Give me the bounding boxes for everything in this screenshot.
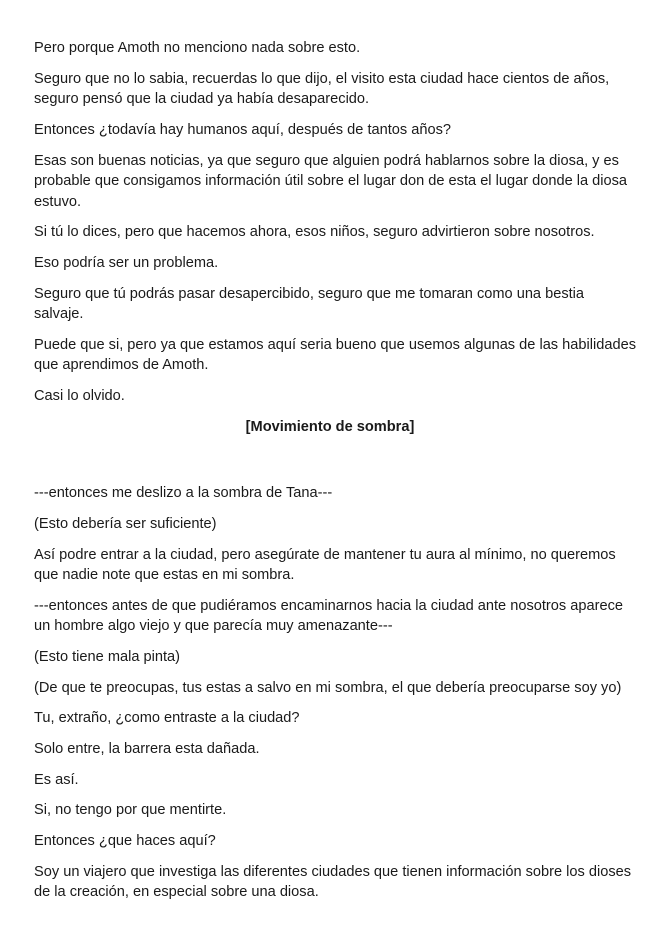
section-heading: [Movimiento de sombra] — [245, 418, 415, 435]
paragraph: Solo entre, la barrera esta dañada. — [34, 741, 260, 757]
paragraph: Eso podría ser un problema. — [34, 254, 219, 271]
paragraph: Tu, extraño, ¿como entraste a la ciudad? — [34, 710, 300, 727]
paragraph: Soy un viajero que investiga las diferentes ciudades que tienen información sobre los dioses de la creación, en especial sobre una diosa. — [34, 863, 632, 901]
paragraph: (Esto debería ser suficiente) — [34, 515, 217, 532]
paragraph: Si tú lo dices, pero que hacemos ahora, esos niños, seguro advirtieron sobre nosotros. — [34, 224, 595, 241]
paragraph: Seguro que no lo sabia, recuerdas lo que dijo, el visito esta ciudad hace cientos de años, seguro pensó que la ciudad ya había desaparecido. — [34, 70, 610, 108]
paragraph: Pero porque Amoth no menciono nada sobre esto. — [34, 40, 361, 56]
paragraph: Puede que si, pero ya que estamos aquí seria bueno que usemos algunas de las habilidades que aprendimos de Amoth. — [34, 336, 636, 374]
paragraph: Entonces ¿todavía hay humanos aquí, después de tantos años? — [34, 121, 452, 138]
paragraph: ---entonces me deslizo a la sombra de Tana--- — [34, 485, 333, 502]
document-body — [34, 38, 636, 913]
paragraph: Seguro que tú podrás pasar desapercibido, seguro que me tomaran como una bestia salvaje. — [34, 285, 585, 323]
paragraph: Es así. — [34, 771, 79, 788]
paragraph: ---entonces antes de que pudiéramos encaminarnos hacia la ciudad ante nosotros aparece un hombre algo viejo y que parecía muy amenazante--- — [34, 597, 623, 635]
paragraph: Entonces ¿que haces aquí? — [34, 833, 216, 850]
paragraph: Así podre entrar a la ciudad, pero asegúrate de mantener tu aura al mínimo, no queremos que nadie note que estas en mi sombra. — [34, 546, 616, 584]
paragraph: Esas son buenas noticias, ya que seguro que alguien podrá hablarnos sobre la diosa, y es probable que consigamos información útil sobre el lugar don de esta el lugar donde la diosa estuvo. — [34, 152, 628, 210]
paragraph: Casi lo olvido. — [34, 388, 125, 404]
paragraph: Si, no tengo por que mentirte. — [34, 802, 227, 819]
paragraph: (Esto tiene mala pinta) — [34, 648, 181, 665]
paragraph: (De que te preocupas, tus estas a salvo en mi sombra, el que debería preocuparse soy yo) — [34, 679, 622, 696]
